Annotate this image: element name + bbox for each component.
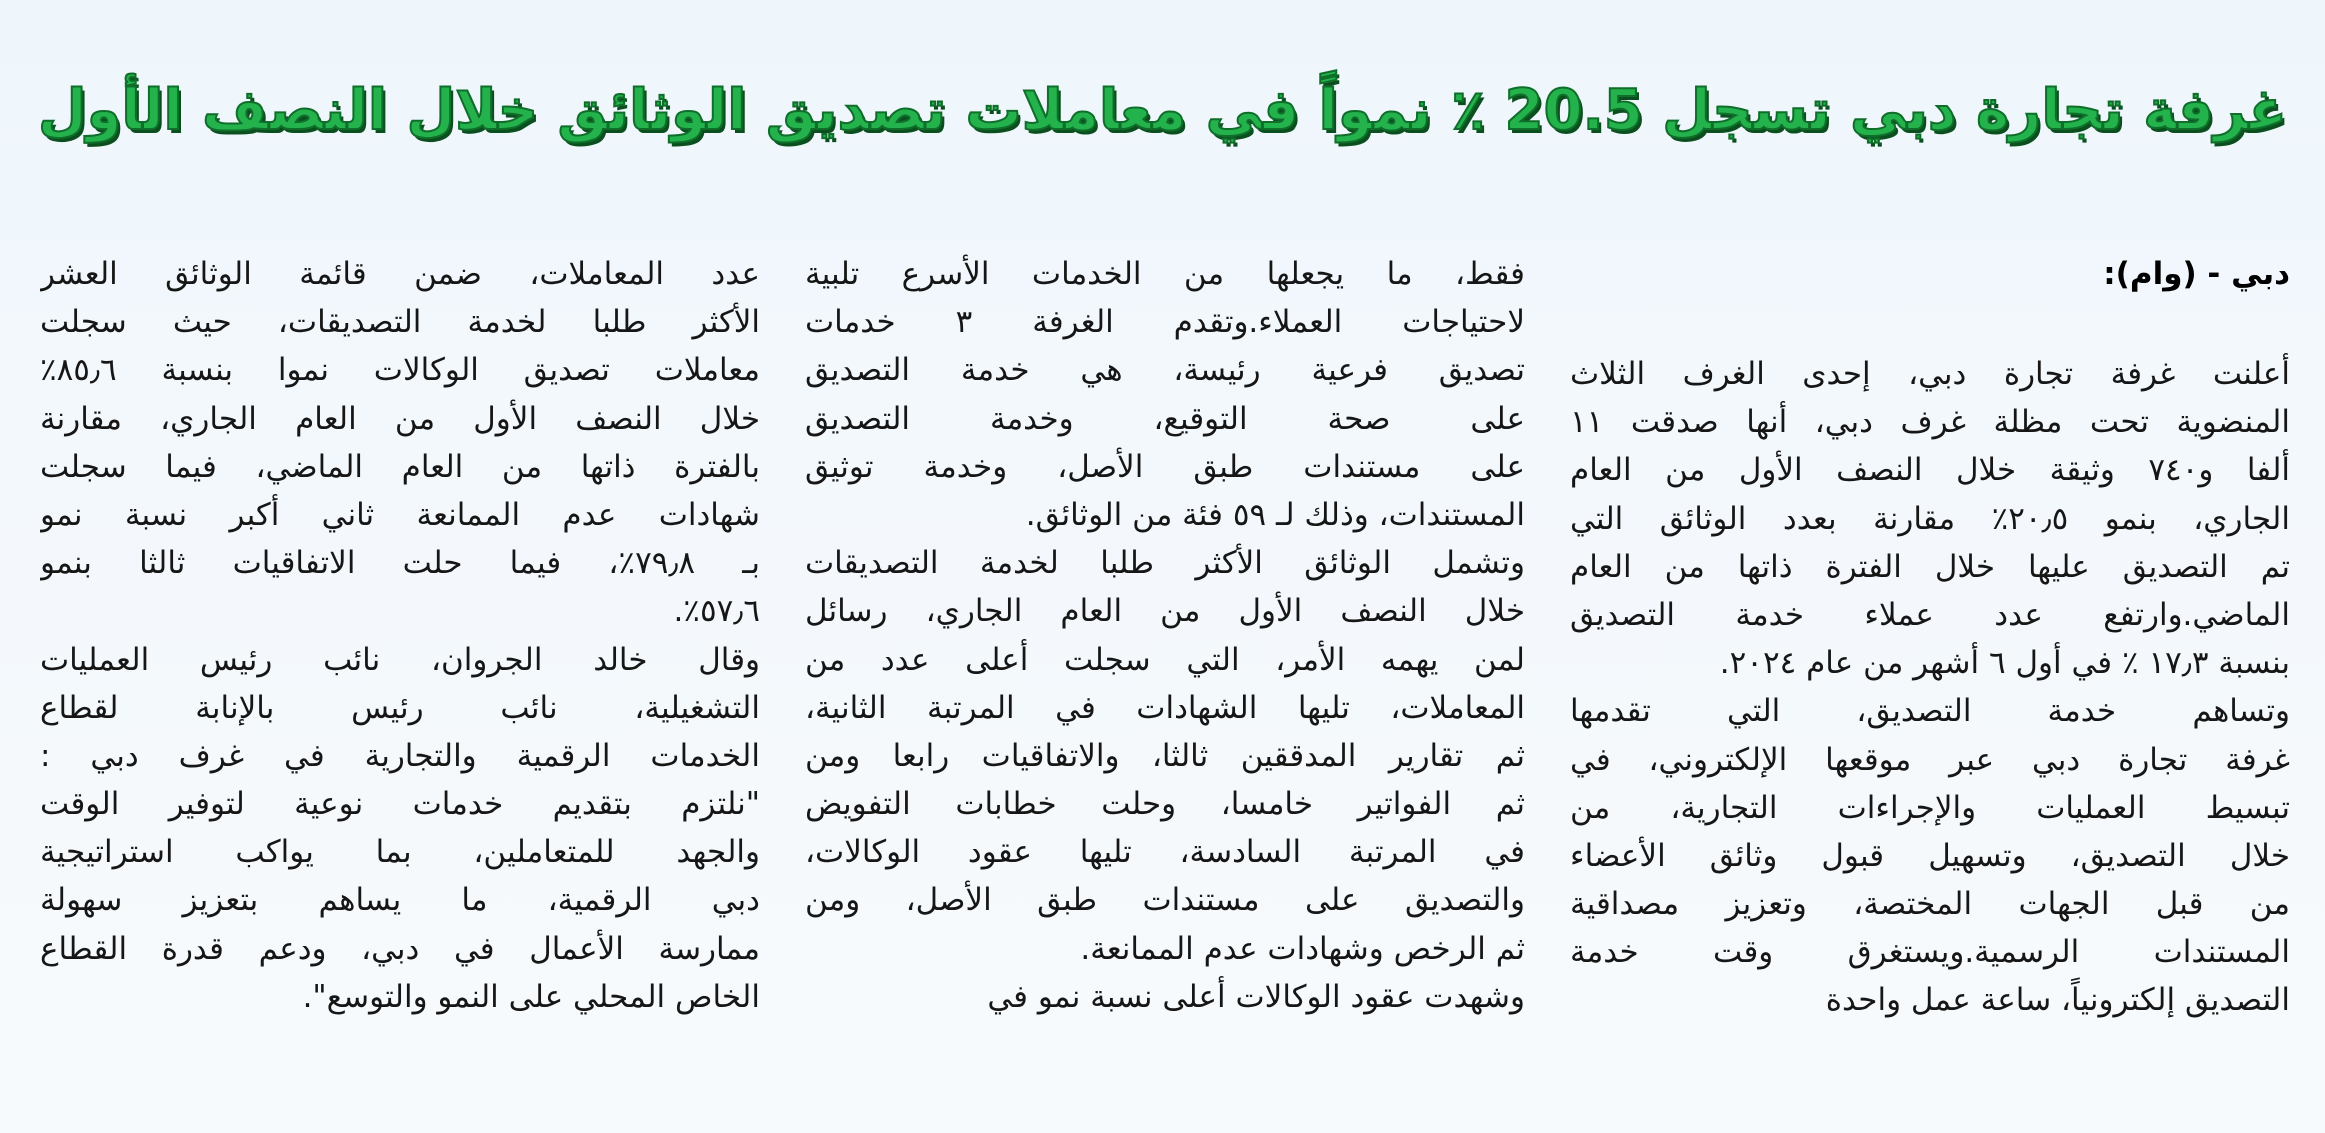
article-line: فقط، ما يجعلها من الخدمات الأسرع تلبية [805,256,1525,292]
article-line: تم التصديق عليها خلال الفترة ذاتها من العام [1570,548,2290,585]
article-line: ثم تقارير المدققين ثالثا، والاتفاقيات رابعا ومن [805,737,1525,774]
article-line: خلال التصديق، وتسهيل قبول وثائق الأعضاء [1570,837,2290,874]
article-line: ممارسة الأعمال في دبي، ودعم قدرة القطاع [40,930,760,967]
article-column-2 [805,250,1525,1100]
article-line: المستندات الرسمية.ويستغرق وقت خدمة [1570,934,2290,971]
article-line: المنضوية تحت مظلة غرف دبي، أنها صدقت ١١ [1570,404,2290,441]
article-line: الجاري، بنمو ٢٠٫٥٪ مقارنة بعدد الوثائق التي [1570,500,2290,537]
article-line: وتشمل الوثائق الأكثر طلبا لخدمة التصديقات [805,545,1525,582]
article-line: المستندات، وذلك لـ ٥٩ فئة من الوثائق. [1025,496,1525,533]
article-line: عدد المعاملات، ضمن قائمة الوثائق العشر [40,256,760,292]
article-line: التصديق إلكترونياً، ساعة عمل واحدة [1825,982,2290,1019]
article-line: ثم الفواتير خامسا، وحلت خطابات التفويض [805,786,1525,823]
article-line: على صحة التوقيع، وخدمة التصديق [805,400,1525,437]
article-line: الخدمات الرقمية والتجارية في غرف دبي : [40,737,760,774]
article-body [40,250,2290,1100]
article-line: دبي الرقمية، ما يساهم بتعزيز سهولة [40,882,760,919]
article-line: ثم الرخص وشهادات عدم الممانعة. [1080,930,1525,967]
article-line: شهادات عدم الممانعة ثاني أكبر نسبة نمو [40,496,760,533]
article-line: من قبل الجهات المختصة، وتعزيز مصداقية [1570,886,2290,923]
article-line: بالفترة ذاتها من العام الماضي، فيما سجلت [40,448,760,485]
article-line: وتساهم خدمة التصديق، التي تقدمها [1570,693,2290,730]
article-line: وقال خالد الجروان، نائب رئيس العمليات [40,641,760,678]
article-line: الخاص المحلي على النمو والتوسع". [302,978,760,1015]
article-line: في المرتبة السادسة، تليها عقود الوكالات، [805,834,1525,871]
article-line: الأكثر طلبا لخدمة التصديقات، حيث سجلت [40,304,760,341]
article-column-3 [40,250,760,1100]
article-line: لاحتياجات العملاء.وتقدم الغرفة ٣ خدمات [805,304,1525,341]
article-line: تبسيط العمليات والإجراءات التجارية، من [1570,789,2290,826]
article-line: التشغيلية، نائب رئيس بالإنابة لقطاع [40,689,760,726]
article-line: على مستندات طبق الأصل، وخدمة توثيق [805,448,1525,485]
article-line: لمن يهمه الأمر، التي سجلت أعلى عدد من [805,641,1525,678]
article-line: خلال النصف الأول من العام الجاري، رسائل [805,593,1525,630]
article-line: وشهدت عقود الوكالات أعلى نسبة نمو في [987,978,1525,1015]
dateline: دبي - (وام): [2103,256,2290,292]
article-line: بـ ٧٩٫٨٪، فيما حلت الاتفاقيات ثالثا بنمو [40,545,760,582]
article-line: ألفا و٧٤٠ وثيقة خلال النصف الأول من العام [1570,452,2290,489]
article-line: والجهد للمتعاملين، بما يواكب استراتيجية [40,834,760,871]
article-line: تصديق فرعية رئيسة، هي خدمة التصديق [805,352,1525,389]
article-line: بنسبة ١٧٫٣ ٪ في أول ٦ أشهر من عام ٢٠٢٤. [1719,645,2290,682]
article-line: خلال النصف الأول من العام الجاري، مقارنة [40,400,760,437]
article-line: ٥٧٫٦٪. [673,593,760,630]
article-line: المعاملات، تليها الشهادات في المرتبة الثانية، [805,689,1525,726]
article-line: معاملات تصديق الوكالات نموا بنسبة ٨٥٫٦٪ [40,352,760,389]
article-line: غرفة تجارة دبي عبر موقعها الإلكتروني، في [1570,741,2290,778]
article-line: الماضي.وارتفع عدد عملاء خدمة التصديق [1570,596,2290,633]
article-column-1 [1570,250,2290,1100]
headline: غرفة تجارة دبي تسجل 20.5 ٪ نمواً في معاملات تصديق الوثائق خلال النصف الأول [38,78,2288,143]
article-line: "نلتزم بتقديم خدمات نوعية لتوفير الوقت [40,786,760,823]
article-line: أعلنت غرفة تجارة دبي، إحدى الغرف الثلاث [1570,356,2290,392]
article-line: والتصديق على مستندات طبق الأصل، ومن [805,882,1525,919]
